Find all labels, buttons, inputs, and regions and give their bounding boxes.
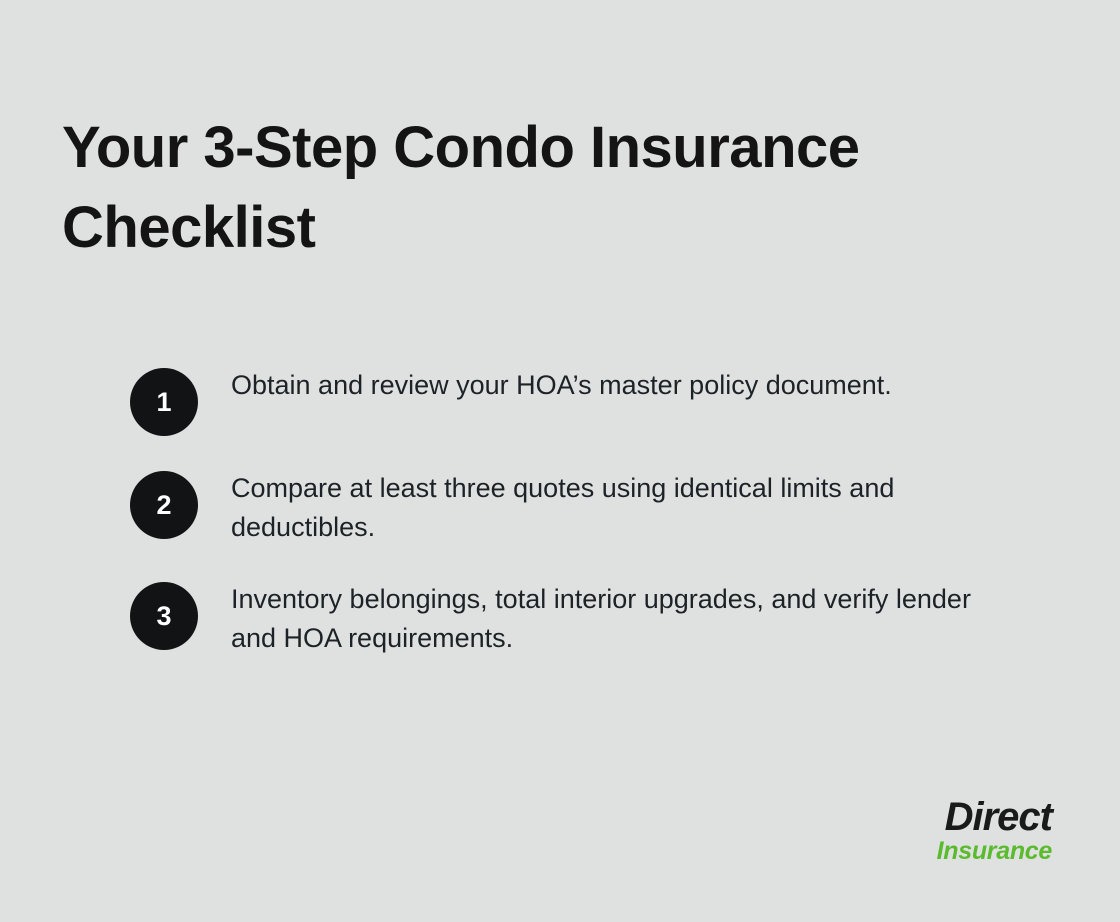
step-text: Inventory belongings, total interior upgrades, and verify lender and HOA requirements.	[231, 584, 971, 654]
step-number-badge: 1	[130, 368, 198, 436]
list-item	[130, 574, 1030, 658]
checklist-steps	[130, 360, 1030, 686]
brand-logo	[937, 797, 1052, 866]
logo-tagline: Insurance	[936, 837, 1052, 866]
step-text: Compare at least three quotes using identical limits and deductibles.	[231, 473, 895, 543]
list-item	[130, 360, 1030, 436]
step-number-badge: 2	[130, 471, 198, 539]
logo-wordmark: Direct	[944, 795, 1052, 840]
page-title: Your 3-Step Condo Insurance Checklist	[62, 115, 860, 261]
list-item	[130, 463, 1030, 547]
step-number-badge: 3	[130, 582, 198, 650]
step-text: Obtain and review your HOA’s master policy document.	[231, 370, 892, 400]
